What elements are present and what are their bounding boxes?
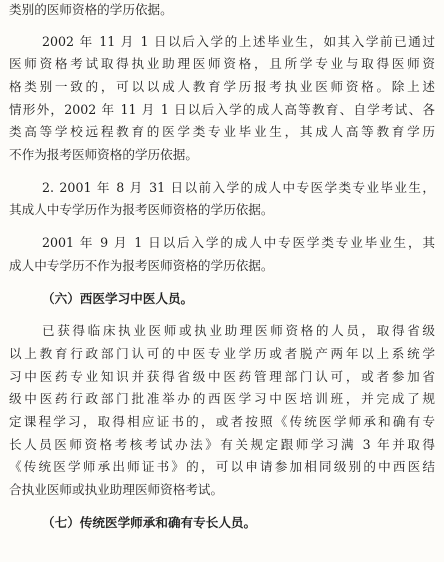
text-line-5: 情形外，2002 年 11 月 1 日以后入学的成人高等教育、自学考试、各 [9, 102, 435, 117]
text-line-14: 以上教育行政部门认可的中医专业学历或者脱产两年以上系统学 [9, 346, 435, 361]
text-line-17: 定课程学习，取得相应证书的，或者按照《传统医学师承和确有专 [9, 414, 435, 429]
text-line-10: 2001 年 9 月 1 日以后入学的成人中专医学类专业毕业生，其 [42, 235, 435, 250]
section-heading-six: （六）西医学习中医人员。 [42, 291, 194, 306]
text-line-18: 长人员医师资格考核考试办法》有关规定跟师学习满 3 年并取得 [9, 437, 435, 452]
text-line-7: 不作为报考医师资格的学历依据。 [9, 147, 198, 162]
text-line-9: 其成人中专学历作为报考医师资格的学历依据。 [9, 202, 274, 217]
text-line-20: 合执业医师或执业助理医师资格考试。 [9, 482, 224, 497]
text-line-11: 成人中专学历不作为报考医师资格的学历依据。 [9, 258, 274, 273]
text-line-1: 类别的医师资格的学历依据。 [9, 2, 173, 17]
text-line-15: 习中医药专业知识并获得省级中医药管理部门认可，或者参加省 [9, 369, 435, 384]
text-line-6: 类高等学校远程教育的医学类专业毕业生，其成人高等教育学历 [9, 124, 435, 139]
text-line-8: 2. 2001 年 8 月 31 日以前入学的成人中专医学类专业毕业生， [42, 180, 435, 195]
text-line-19: 《传统医学师承出师证书》的，可以申请参加相同级别的中西医结 [9, 459, 435, 474]
text-line-16: 级中医药行政部门批准举办的西医学习中医培训班，并完成了规 [9, 391, 435, 406]
text-line-4: 格类别一致的，可以以成人教育学历报考执业医师资格。除上述 [9, 79, 435, 94]
section-heading-seven: （七）传统医学师承和确有专长人员。 [42, 515, 257, 530]
text-line-3: 医师资格考试取得执业助理医师资格，且所学专业与取得医师资 [9, 56, 435, 71]
text-line-2: 2002 年 11 月 1 日以后入学的上述毕业生，如其入学前已通过 [42, 34, 435, 49]
text-line-13: 已获得临床执业医师或执业助理医师资格的人员，取得省级 [42, 323, 435, 338]
